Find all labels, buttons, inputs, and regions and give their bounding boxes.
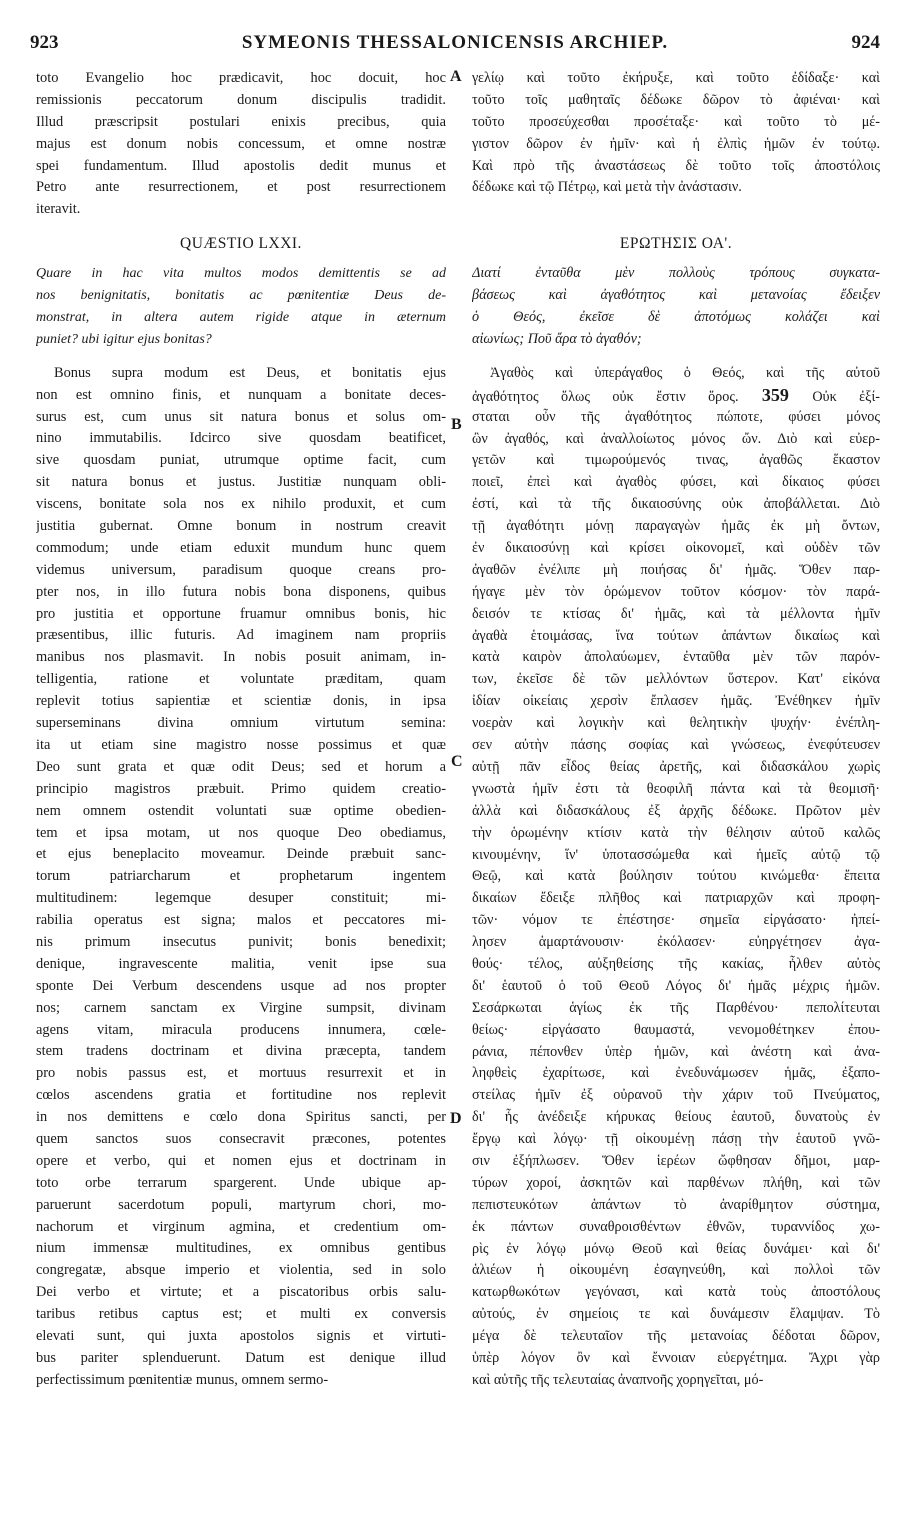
- text-line: σιν ἐξήπλωσεν. Ὅθεν ἱερέων ὤφθησαν δῆμοι, μαρ-: [472, 1152, 880, 1169]
- text-line: principio magistros præbuit. Primo quidem creatio-: [36, 780, 446, 797]
- text-line: ἐν δικαιοσύνῃ καὶ κρίσει οἰκονομεῖ, καὶ οὐδὲν τῶν: [472, 540, 880, 557]
- text-line: Σεσάρκωται ἁγίως ἐκ τῆς Παρθένου· πεπολίτευται: [472, 999, 880, 1016]
- text-line: quem sanctos suos consecravit præcones, potentes: [36, 1130, 446, 1147]
- text-line: κατωρθωκότων γεγόνασι, καὶ κατὰ τοὺς ἀποστόλους: [472, 1284, 880, 1301]
- column-number: 359: [738, 384, 813, 405]
- text-line: monstrat, in altera autem rigide atque in æternum: [36, 310, 446, 326]
- text-line: nis primum insecutus punivit; bonis benedixit;: [36, 933, 446, 950]
- text-line: αὐτῇ πᾶν εἶδος θείας ἀρετῆς, καὶ διδασκάλου χωρὶς: [472, 758, 880, 775]
- text-line: μέγα δὲ τελευταῖον τῆς μετανοίας δέδοται δῶρον,: [472, 1328, 880, 1345]
- text-line: τοῦτο τοῖς μαθηταῖς δέδωκε δῶρον τὸ ἀφιέναι· καὶ: [472, 91, 880, 108]
- text-line: τὴν ὁρωμένην κτίσιν κατὰ τὴν θέλησιν αὐτοῦ καλῶς: [472, 824, 880, 841]
- text-line: αὐτούς, ἐν σημείοις τε καὶ δυνάμεσιν ἔλαμψαν. Τὸ: [472, 1306, 880, 1323]
- text-line: ἐστί, καὶ τὰ τῆς δικαιοσύνης οὐκ ἀποβάλλεται. Διὸ: [472, 496, 880, 513]
- text-line: δι' ἑαυτοῦ ὁ τοῦ Θεοῦ Λόγος δι' ἡμᾶς μέχρις ἡμῶν.: [472, 977, 880, 994]
- text-line: ἰδίαν οἰκείαις χερσὶν ἔπλασεν ἡμᾶς. Ἐνέθηκεν ἡμῖν: [472, 693, 880, 710]
- text-line: ρὶς ἐν λόγῳ μόνῳ Θεοῦ καὶ θείας δυνάμει· καὶ δι': [472, 1240, 880, 1257]
- text-line: commodum; unde etiam eduxit mundum hunc quem: [36, 539, 446, 556]
- text-line: Illud præscripsit postulari enixis precibus, quia: [36, 113, 446, 130]
- text-line: καὶ αὐτῆς τῆς τελευταίας ἀναπνοῆς χορηγεῖται, μό-: [472, 1371, 764, 1388]
- text-line: in nos demittens e cœlo dona Spiritus sancti, per: [36, 1109, 446, 1126]
- text-line: σεν αὐτὴν πάσης σοφίας καὶ γνώσεως, ἐνεφύτευσεν: [472, 737, 880, 754]
- text-line: δικαίων ἔδειξε πλῆθος καὶ πατριαρχῶν καὶ προφη-: [472, 890, 880, 907]
- text-line: opere et verbo, qui et nomen ejus et doctrinam in: [36, 1152, 446, 1169]
- text-line: remissionis peccatorum donum discipulis tradidit.: [36, 91, 446, 108]
- text-line: ληφθεὶς ἐχαρίτωσε, καὶ ἐνεδυνάμωσεν ἡμᾶς, ἐξαπο-: [472, 1065, 880, 1082]
- text-line: multitudinem: legemque desuper constituit; mi-: [36, 890, 446, 907]
- text-line: taribus retibus captus est; et multi ex conversis: [36, 1306, 446, 1323]
- text-line: nium immensæ multitudines, ex omnibus gentibus: [36, 1240, 446, 1257]
- text-line: Quare in hac vita multos modos demittentis se ad: [36, 266, 446, 282]
- text-line: Petro ante resurrectionem, et post resurrectionem: [36, 179, 446, 196]
- text-line: αἰωνίως; Ποῦ ἄρα τὸ ἀγαθόν;: [472, 331, 642, 348]
- text-line: præsentibus, illic futuris. Ad imaginem nam propriis: [36, 627, 446, 644]
- text-line: puniet? ubi igitur ejus bonitas?: [36, 331, 212, 347]
- text-line: τοῦτο προσεύχεσθαι προσέταξε· καὶ τοῦτο τὸ μέ-: [472, 113, 880, 130]
- text-line: ήγαγε μὲν τὸν ὁρώμενον τοῦτον κόσμον· τὸν παρά-: [472, 583, 880, 600]
- text-line: et ejus beneplacito moveamur. Deinde præbuit sanc-: [36, 846, 446, 863]
- text-line: surus est, cum unus sit natura bonus et solus om-: [36, 408, 446, 425]
- greek-column: [472, 68, 880, 1392]
- text-line: ἀγαθὰ ἑτοιμάσας, ἵνα τούτων ἁπάντων δικαίως καὶ: [472, 627, 880, 644]
- text-line: λησεν ἁμαρτάνουσιν· ἐκόλασεν· εὐηργέτησεν ἀγα-: [472, 934, 880, 951]
- text-line: Διατί ἐνταῦθα μὲν πολλοὺς τρόπους συγκατα-: [472, 265, 880, 282]
- text-line: sive quosdam puniat, utrumque optime facit, cum: [36, 452, 446, 469]
- text-line: τῶν· νόμον τε ἐπέστησε· σημεῖα εἰργάσατο· ἠπεί-: [472, 912, 880, 929]
- text-line: ἐκ πάντων συναθροισθέντων ἐθνῶν, τυραννίδος χω-: [472, 1218, 880, 1235]
- latin-body-paragraph: [36, 363, 446, 1392]
- text-line: nos; carnem sanctam ex Virgine sumpsit, divinam: [36, 999, 446, 1016]
- text-line: perfectissimum pœnitentiæ munus, omnem sermo-: [36, 1371, 329, 1388]
- text-line: ἀγαθῶν ἐνέλιπε μὴ ποιήσας δι' ἡμᾶς. Ὅθεν παρ-: [472, 561, 880, 578]
- text-line: δεισόν τε κτίσας δι' ἡμᾶς, καὶ τὰ μέλλοντα ἡμῖν: [472, 605, 880, 622]
- text-line: Θεῷ, καὶ κατὰ βούλησιν τούτου κινώμεθα· ἔπειτα: [472, 868, 880, 885]
- text-line: toto orbe terrarum spargerent. Unde ubique ap-: [36, 1174, 446, 1191]
- text-line: spei fundamentum. Illud apostolis dedit munus et: [36, 157, 446, 174]
- text-line: στείλας ἡμῖν ἐξ οὐρανοῦ τὴν χάριν τοῦ Πνεύματος,: [472, 1087, 880, 1104]
- latin-intro-paragraph: [36, 68, 446, 221]
- text-line: congregatæ, absque imperio et violentia, sed in solo: [36, 1262, 446, 1279]
- latin-section-title: QUÆSTIO LXXI.: [180, 235, 302, 253]
- text-line: pter nos, in illo futura nobis bona disponens, quibus: [36, 583, 446, 600]
- text-line: βάσεως καὶ ἀγαθότητος καὶ μετανοίας ἔδειξεν: [472, 287, 880, 304]
- page-header: [30, 32, 880, 62]
- text-line: ὑπὲρ λόγον ὂν καὶ ἔννοιαν εὐεργέτημα. Ἄχρι γὰρ: [472, 1349, 880, 1366]
- text-line: κατὰ καιρὸν ἀπολαύωμεν, ἐνταῦθα μὲν τῶν παρόν-: [472, 649, 880, 666]
- text-line: σταται οὖν τῆς ἀγαθότητος πώποτε, φύσει μόνος: [472, 408, 880, 425]
- text-line: τύρων χοροί, ἀσκητῶν καὶ παρθένων πλήθη, καὶ τῶν: [472, 1174, 880, 1191]
- text-line: bus pariter splenduerunt. Datum est denique illud: [36, 1349, 446, 1366]
- margin-marker-c: C: [451, 753, 463, 770]
- text-line: γιστον δῶρον ἐν ἡμῖν· καὶ ἡ ἐλπὶς ἡμῶν ἐν τούτῳ.: [472, 135, 880, 152]
- text-line: πεπιστευκότων ἁπάντων τὸ ἀναρίθμητον σύστημα,: [472, 1196, 880, 1213]
- text-line: majus est donum nobis concessum, et omne nostræ: [36, 135, 446, 152]
- text-line: sit natura bonus et justus. Justitiæ nunquam obli-: [36, 474, 446, 491]
- text-line: cœlos ascendens gratia et fortitudine nos replevit: [36, 1087, 446, 1104]
- text-line: nos benignitatis, bonitatis ac pœnitentiæ Deus de-: [36, 288, 446, 304]
- text-line: torum patriarcharum et prophetarum ingentem: [36, 868, 446, 885]
- text-line: ἀλλὰ καὶ διδασκάλους ἐξ ἀρχῆς δέδωκε. Πρῶτον μὲν: [472, 802, 880, 819]
- text-line: ὢν ἀγαθός, καὶ ἀναλλοίωτος μόνος ὤν. Διὸ καὶ εὐερ-: [472, 430, 880, 447]
- greek-section-title: ΕΡΩΤΗΣΙΣ ΟΑ'.: [619, 235, 733, 253]
- text-line: superseminans divina omnium virtutum semina:: [36, 715, 446, 732]
- text-line: justitia gubernat. Omne bonum in nostrum creavit: [36, 518, 446, 535]
- text-line: Dei verbo et virtute; et a piscatoribus orbis salu-: [36, 1284, 446, 1301]
- text-line: γνωστὰ ἡμῖν ἐστι τὰ θεοφιλῆ πάντα καὶ τὰ θεομισῆ·: [472, 780, 880, 797]
- text-line: nachorum et virginum agmina, et credentium om-: [36, 1218, 446, 1235]
- text-line: tem et ipsa motam, ut nos quoque Deo obediamus,: [36, 824, 446, 841]
- text-line: elevati sunt, qui juxta apostolos signis et virtuti-: [36, 1327, 446, 1344]
- latin-question-paragraph: [36, 263, 446, 351]
- line-tail: Οὐκ ἐξί-: [812, 388, 880, 405]
- text-line: Καὶ πρὸ τῆς ἀναστάσεως δὲ τοῦτο τοῖς ἀποστόλοις: [472, 157, 880, 174]
- text-line: iteravit.: [36, 201, 81, 218]
- text-line: stem tradens doctrinam et divina præcepta, tandem: [36, 1043, 446, 1060]
- text-line: των, ἐκεῖσε δὲ τῶν μελλόντων ὕστερον. Κατ' εἰκόνα: [472, 671, 880, 688]
- text-line: nem omnem ostendit voluntati suæ optime obedien-: [36, 802, 446, 819]
- text-line: viscens, bonitate sola nos ex nihilo produxit, et cum: [36, 496, 446, 513]
- page-number-left: 923: [30, 32, 59, 53]
- text-line: pro justitia et opportune fruamur omnibus bonis, hic: [36, 605, 446, 622]
- text-line: toto Evangelio hoc prædicavit, hoc docuit, hoc: [36, 70, 446, 86]
- text-line: ἁλιέων ἡ οἰκουμένη ἐσαγηνεύθη, καὶ πολλοὶ τῶν: [472, 1262, 880, 1279]
- text-line: τῇ ἀγαθότητι μόνῃ παραγαγὼν ἡμᾶς ἐκ μὴ ὄντων,: [472, 518, 880, 535]
- text-line: γελίῳ καὶ τοῦτο ἐκήρυξε, καὶ τοῦτο ἐδίδαξε· καὶ: [472, 70, 880, 86]
- text-line: δι' ἧς ἀνέδειξε κήρυκας θείους ἑαυτοῦ, δυνατοὺς ἐν: [472, 1109, 880, 1126]
- running-title: SYMEONIS THESSALONICENSIS ARCHIEP.: [241, 32, 669, 53]
- text-line: Deo sunt grata et quæ odit Deus; sed et horum a: [36, 758, 446, 775]
- text-line: Ἀγαθὸς καὶ ὑπεράγαθος ὁ Θεός, καὶ τῆς αὐτοῦ: [490, 364, 880, 381]
- text-line: νοερὰν καὶ λογικὴν καὶ θελητικὴν ψυχήν· ἐνέπλη-: [472, 715, 880, 732]
- text-line: ποιεῖ, ἐπεὶ καὶ ἀγαθὸς φύσει, καὶ δίκαιος φύσει: [472, 474, 880, 491]
- text-line: replevit totius sapientiæ et scientiæ donis, in ipsa: [36, 693, 446, 710]
- text-line: κινουμένην, ἵν' ὑποτασσώμεθα καὶ ἡμεῖς αὐτῷ τῷ: [472, 846, 880, 863]
- text-line: paruerunt sacerdotum populi, martyrum chori, mo-: [36, 1196, 446, 1213]
- text-line: nino immutabilis. Idcirco sive quosdam beatificet,: [36, 430, 446, 447]
- text-line: Bonus supra modum est Deus, et bonitatis ejus: [54, 364, 446, 381]
- greek-question-paragraph: [472, 263, 880, 351]
- text-line: ράνια, πέπονθεν ὑπὲρ ἡμῶν, καὶ ἀνέστη καὶ ἀνα-: [472, 1043, 880, 1060]
- text-line: videmus universum, paradisum quoque creans pro-: [36, 561, 446, 578]
- margin-marker-a: A: [450, 68, 462, 85]
- text-line: non est omnino finis, et nunquam a bonitate deces-: [36, 386, 446, 403]
- margin-marker-b: B: [451, 416, 462, 433]
- text-line: θούς· τέλος, αὐξηθείσης τῆς κακίας, ἦλθεν αὐτὸς: [472, 955, 880, 972]
- text-line: denique, ingravescente malitia, venit ipse sua: [36, 955, 446, 972]
- latin-column: [36, 68, 446, 1392]
- text-line: manibus nos plasmavit. In nobis posuit animam, in-: [36, 649, 446, 666]
- greek-body-paragraph: [472, 363, 880, 1392]
- greek-intro-paragraph: [472, 68, 880, 199]
- text-line: rabilia operatus est signa; malos et peccatores mi-: [36, 912, 446, 929]
- text-line: ὁ Θεός, ἐκεῖσε δὲ ἀποτόμως κολάζει καὶ: [472, 309, 880, 326]
- text-line: pro nobis passus est, et mortuus resurrexit et in: [36, 1065, 446, 1082]
- text-line: sponte Dei Verbum descendens usque ad nos propter: [36, 977, 446, 994]
- text-line: agens vitam, miracula producens innumera, cœle-: [36, 1021, 446, 1038]
- text-line: δέδωκε καὶ τῷ Πέτρῳ, καὶ μετὰ τὴν ἀνάστασιν.: [472, 179, 742, 196]
- text-line: ita ut etiam sine magistro nosse possimus et quæ: [36, 736, 446, 753]
- margin-marker-d: D: [450, 1110, 462, 1127]
- text-line: ἔργῳ καὶ λόγῳ· τῇ οἰκουμένῃ πάσῃ τὴν ἑαυτοῦ γνῶ-: [472, 1131, 880, 1148]
- text-line: θείως· εἰργάσατο θαυμαστά, νενομοθέτηκεν ἐπου-: [472, 1021, 880, 1038]
- page-number-right: 924: [851, 32, 880, 53]
- text-line: γετῶν καὶ τιμωρούμενός τινας, ἀγαθῶς ἕκαστον: [472, 452, 880, 469]
- text-line: telligentia, ratione et voluntate præditam, quam: [36, 671, 446, 688]
- text-line: ἀγαθότητος ὅλως οὐκ ἔστιν ὅρος. 359 Οὐκ ἐξί-: [472, 384, 880, 405]
